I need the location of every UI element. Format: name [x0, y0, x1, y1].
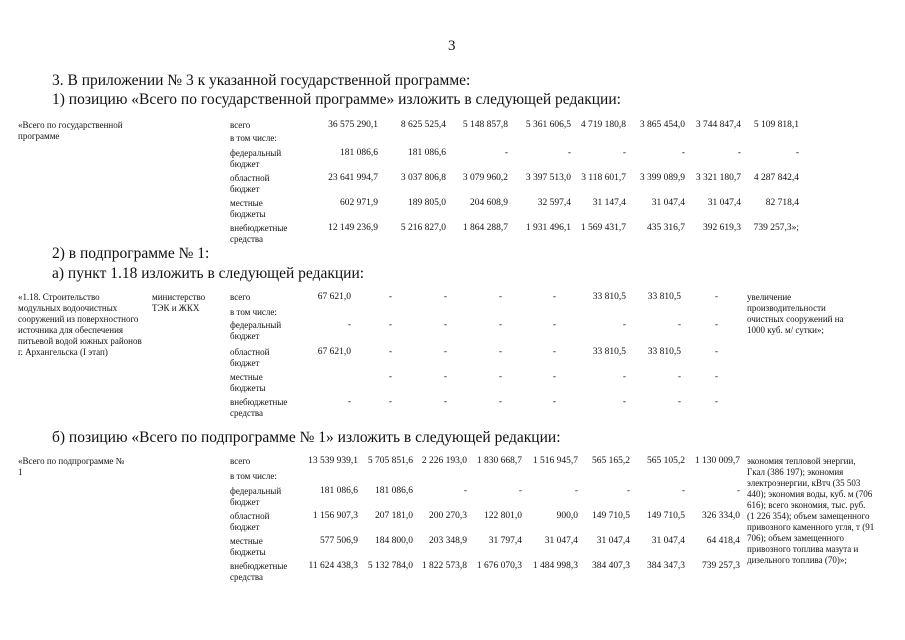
value-cell: 739 257,3: [702, 561, 740, 571]
value-cell: 207 181,0: [375, 511, 413, 521]
block2-result: увеличение производительности очистных сооружений на 1000 куб. м/ сутки»;: [747, 292, 844, 335]
value-cell: -: [737, 148, 741, 158]
value-cell: -: [388, 292, 392, 302]
value-cell: -: [677, 372, 681, 382]
value-cell: -: [677, 397, 681, 407]
value-cell: 36 575 290,1: [328, 120, 378, 130]
value-cell: 565 105,2: [647, 456, 685, 466]
value-cell: 1 516 945,7: [532, 456, 578, 466]
value-cell: -: [388, 372, 392, 382]
value-cell: -: [498, 347, 502, 357]
value-cell: -: [552, 397, 556, 407]
value-cell: -: [736, 486, 740, 496]
value-cell: 384 407,3: [592, 561, 630, 571]
value-cell: -: [626, 486, 630, 496]
value-cell: 149 710,5: [592, 511, 630, 521]
source-label: в том числе:: [230, 133, 277, 143]
value-cell: -: [388, 397, 392, 407]
value-cell: -: [622, 148, 626, 158]
value-cell: 900,0: [556, 511, 578, 521]
value-cell: 1 822 573,8: [421, 561, 467, 571]
source-label: федеральный бюджет: [230, 486, 282, 507]
value-cell: -: [714, 292, 718, 302]
value-cell: -: [714, 320, 718, 330]
value-cell: -: [622, 397, 626, 407]
value-cell: 4 287 842,4: [753, 173, 799, 183]
value-cell: 3 397 513,0: [525, 173, 571, 183]
value-cell: 3 321 180,7: [695, 173, 741, 183]
value-cell: 64 418,4: [706, 536, 740, 546]
value-cell: -: [552, 320, 556, 330]
value-cell: 31 047,4: [707, 198, 741, 208]
value-cell: 326 334,0: [702, 511, 740, 521]
value-cell: 11 624 438,3: [308, 561, 358, 571]
value-cell: -: [714, 397, 718, 407]
value-cell: -: [518, 486, 522, 496]
value-cell: 32 597,4: [537, 198, 571, 208]
value-cell: 33 810,5: [647, 347, 681, 357]
value-cell: -: [714, 347, 718, 357]
value-cell: 1 864 288,7: [462, 223, 508, 233]
value-cell: -: [443, 347, 447, 357]
source-label: местные бюджеты: [230, 372, 266, 393]
value-cell: 181 086,6: [375, 486, 413, 496]
value-cell: 31 047,4: [544, 536, 578, 546]
value-cell: 1 931 496,1: [525, 223, 571, 233]
intro-line-2: 1) позицию «Всего по государственной программе» изложить в следующей редакции:: [52, 91, 621, 108]
source-label: местные бюджеты: [230, 198, 266, 219]
value-cell: 435 316,7: [647, 223, 685, 233]
value-cell: 602 971,9: [340, 198, 378, 208]
block1-name: «Всего по государственной программе: [18, 120, 123, 141]
block3-result: экономия тепловой энергии, Гкал (386 197); экономия электроэнергии, кВтч (35 503 440); экономия воды, куб. м (706 616); всего экономия, тыс. руб. (1 226 354); объем замещенного привозного каменного угля, т (91 706); объем замещенного привозного топлива мазута и дизельного топлива (70)»;: [747, 456, 875, 565]
page-number: 3: [448, 38, 456, 54]
section2-line-2: а) пункт 1.18 изложить в следующей редакции:: [52, 265, 365, 282]
source-label: в том числе:: [230, 471, 277, 481]
value-cell: 3 037 806,8: [400, 173, 446, 183]
value-cell: 23 641 994,7: [328, 173, 378, 183]
value-cell: 12 149 236,9: [328, 223, 378, 233]
value-cell: 31 047,4: [596, 536, 630, 546]
value-cell: 67 621,0: [317, 292, 351, 302]
value-cell: 33 810,5: [592, 347, 626, 357]
value-cell: 3 118 601,7: [581, 173, 626, 183]
value-cell: -: [567, 148, 571, 158]
section2-line-1: 2) в подпрограмме № 1:: [52, 245, 210, 262]
value-cell: 1 156 907,3: [312, 511, 358, 521]
source-label: в том числе:: [230, 307, 277, 317]
value-cell: 5 216 827,0: [400, 223, 446, 233]
value-cell: 31 797,4: [488, 536, 522, 546]
source-label: областной бюджет: [230, 511, 270, 532]
value-cell: -: [504, 148, 508, 158]
value-cell: 33 810,5: [647, 292, 681, 302]
value-cell: 33 810,5: [592, 292, 626, 302]
value-cell: 5 109 818,1: [753, 120, 799, 130]
source-label: всего: [230, 120, 251, 130]
value-cell: -: [443, 292, 447, 302]
value-cell: -: [388, 347, 392, 357]
value-cell: -: [347, 397, 351, 407]
value-cell: -: [681, 148, 685, 158]
value-cell: 1 676 070,3: [476, 561, 522, 571]
value-cell: 5 361 606,5: [525, 120, 571, 130]
value-cell: -: [552, 292, 556, 302]
value-cell: -: [443, 320, 447, 330]
value-cell: 31 147,4: [592, 198, 626, 208]
value-cell: 189 805,0: [408, 198, 446, 208]
value-cell: 82 718,4: [765, 198, 799, 208]
source-label: внебюджетные средства: [230, 223, 288, 244]
source-label: областной бюджет: [230, 173, 270, 194]
value-cell: 1 830 668,7: [476, 456, 522, 466]
value-cell: 3 744 847,4: [695, 120, 741, 130]
value-cell: 8 625 525,4: [400, 120, 446, 130]
source-label: федеральный бюджет: [230, 320, 282, 341]
section3-line-1: б) позицию «Всего по подпрограмме № 1» изложить в следующей редакции:: [52, 429, 561, 446]
value-cell: 3 865 454,0: [639, 120, 685, 130]
source-label: всего: [230, 456, 251, 466]
value-cell: 204 608,9: [470, 198, 508, 208]
value-cell: 203 348,9: [429, 536, 467, 546]
source-label: федеральный бюджет: [230, 148, 282, 169]
value-cell: 122 801,0: [484, 511, 522, 521]
value-cell: 5 132 784,0: [367, 561, 413, 571]
value-cell: 2 226 193,0: [421, 456, 467, 466]
value-cell: 200 270,3: [429, 511, 467, 521]
value-cell: 1 484 998,3: [532, 561, 578, 571]
block2-executor: министерство ТЭК и ЖКХ: [152, 292, 206, 313]
value-cell: 181 086,6: [320, 486, 358, 496]
value-cell: 31 047,4: [651, 536, 685, 546]
value-cell: -: [498, 320, 502, 330]
value-cell: -: [622, 372, 626, 382]
value-cell: -: [388, 320, 392, 330]
value-cell: -: [498, 372, 502, 382]
value-cell: -: [574, 486, 578, 496]
value-cell: -: [714, 372, 718, 382]
value-cell: -: [795, 148, 799, 158]
value-cell: 181 086,6: [408, 148, 446, 158]
value-cell: -: [681, 486, 685, 496]
source-label: всего: [230, 292, 251, 302]
source-label: областной бюджет: [230, 347, 270, 368]
intro-line-1: 3. В приложении № 3 к указанной государственной программе:: [52, 72, 471, 89]
value-cell: -: [552, 372, 556, 382]
value-cell: 13 539 939,1: [308, 456, 358, 466]
block3-name: «Всего по подпрограмме № 1: [18, 456, 125, 477]
block2-name: «1.18. Строительство модульных водоочистных сооружений из поверхностного источника для обеспечения питьевой водой южных районов г. Архангельска (I этап): [18, 292, 142, 357]
value-cell: 384 347,3: [647, 561, 685, 571]
value-cell: 5 705 851,6: [367, 456, 413, 466]
value-cell: 1 130 009,7: [694, 456, 740, 466]
value-cell: 392 619,3: [703, 223, 741, 233]
value-cell: -: [498, 397, 502, 407]
value-cell: -: [498, 292, 502, 302]
source-label: внебюджетные средства: [230, 397, 288, 418]
value-cell: -: [443, 397, 447, 407]
value-cell: -: [443, 372, 447, 382]
value-cell: 577 506,9: [320, 536, 358, 546]
value-cell: 5 148 857,8: [462, 120, 508, 130]
value-cell: 67 621,0: [317, 347, 351, 357]
value-cell: 184 800,0: [375, 536, 413, 546]
value-cell: 181 086,6: [340, 148, 378, 158]
value-cell: 1 569 431,7: [580, 223, 626, 233]
value-cell: -: [347, 320, 351, 330]
value-cell: 565 165,2: [592, 456, 630, 466]
value-cell: -: [622, 320, 626, 330]
value-cell: -: [552, 347, 556, 357]
source-label: внебюджетные средства: [230, 561, 288, 582]
value-cell: 3 399 089,9: [639, 173, 685, 183]
value-cell: -: [677, 320, 681, 330]
value-cell: 739 257,3»;: [753, 223, 799, 233]
value-cell: -: [463, 486, 467, 496]
value-cell: 149 710,5: [647, 511, 685, 521]
source-label: местные бюджеты: [230, 536, 266, 557]
value-cell: 31 047,4: [651, 198, 685, 208]
value-cell: 4 719 180,8: [580, 120, 626, 130]
value-cell: 3 079 960,2: [462, 173, 508, 183]
